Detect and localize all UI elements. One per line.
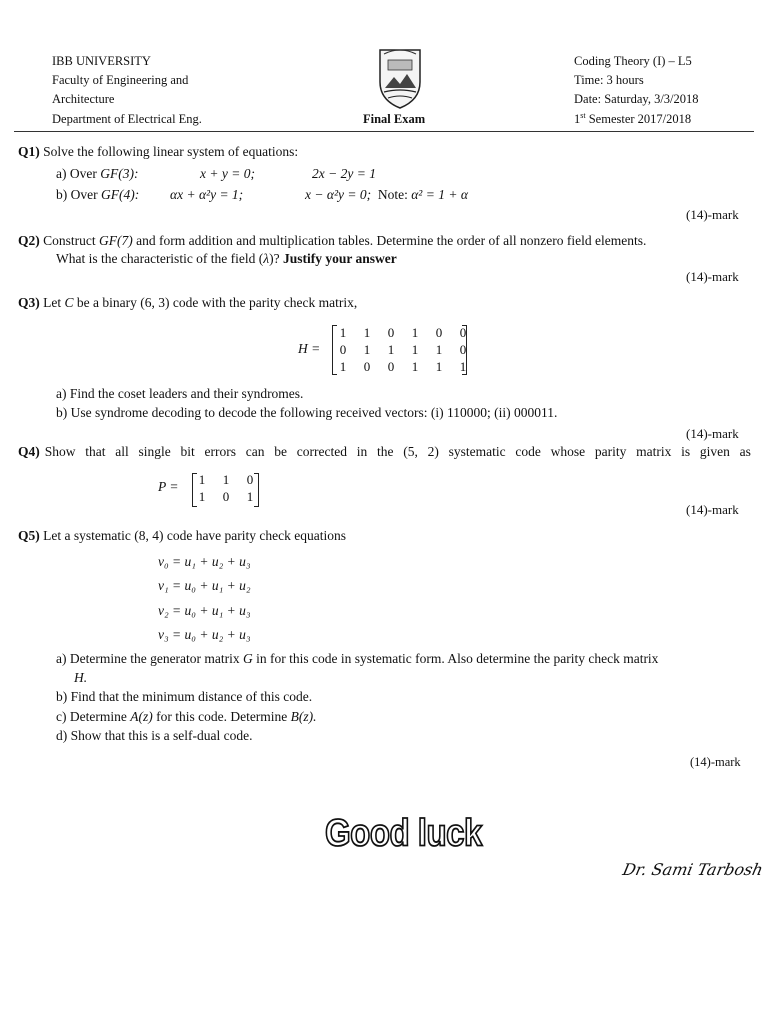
q5-mark: (14)-mark [690, 755, 741, 769]
parity-equation-v1: v₁ = u₀ + u₁ + u₂ [158, 578, 251, 593]
exam-title: Final Exam [363, 112, 426, 126]
p-matrix-cell-1-2: 1 [246, 489, 254, 504]
parity-matrix-p [195, 471, 257, 505]
q4-word-13: systematic [448, 444, 506, 459]
h-matrix-cell-0-1: 1 [363, 325, 371, 340]
q5-part-a-line1: a) Determine the generator matrix G in for this code in systematic form. Also determine the parity check matrix [56, 651, 659, 666]
q4-word-6: can [245, 444, 265, 459]
h-matrix-cell-2-2: 0 [387, 359, 395, 374]
h-matrix-cell-1-4: 1 [435, 342, 443, 357]
department: Department of Electrical Eng. [52, 112, 202, 126]
faculty-line1: Faculty of Engineering and [52, 73, 189, 87]
parity-check-matrix-h [336, 324, 470, 375]
q1-part-a-label: a) Over GF(3): [56, 166, 139, 181]
h-matrix-cell-1-0: 0 [339, 342, 347, 357]
q4-mark: (14)-mark [686, 502, 739, 517]
q5-part-a-line2: H. [74, 670, 88, 685]
faculty-line2: Architecture [52, 92, 115, 106]
q4-word-10: the [376, 444, 394, 459]
h-matrix-cell-0-4: 0 [435, 325, 443, 340]
good-luck-text: Good luck [325, 811, 482, 854]
h-matrix-cell-0-5: 0 [459, 325, 467, 340]
q1-prompt: Q1) Solve the following linear system of equations: [18, 144, 299, 159]
q1-part-a-eq2: 2x − 2y = 1 [312, 166, 376, 181]
parity-equation-v2: v₂ = u₀ + u₁ + u₃ [158, 603, 251, 618]
h-matrix-cell-2-3: 1 [411, 359, 419, 374]
exam-date: Date: Saturday, 3/3/2018 [574, 92, 699, 106]
q1-part-b-label: b) Over GF(4): [56, 187, 140, 202]
q4-text [45, 444, 751, 460]
h-matrix-cell-2-5: 1 [459, 359, 467, 374]
q5-part-d: d) Show that this is a self-dual code. [56, 728, 253, 743]
q4-word-2: all [115, 444, 129, 459]
q4-word-5: errors [204, 444, 237, 459]
exam-time: Time: 3 hours [574, 73, 644, 87]
university-logo [370, 44, 430, 110]
p-matrix-cell-0-2: 0 [246, 472, 254, 487]
q4-word-7: be [274, 444, 287, 459]
q3-matrix-label: H = [298, 341, 321, 356]
q4-word-3: single [138, 444, 171, 459]
q4-word-9: in [356, 444, 368, 459]
q4-word-8: corrected [296, 444, 347, 459]
q4-word-16: parity [594, 444, 627, 459]
p-matrix-cell-0-1: 1 [222, 472, 230, 487]
q3-prompt: Q3) Let C be a binary (6, 3) code with the parity check matrix, [18, 295, 358, 310]
h-matrix-cell-2-0: 1 [339, 359, 347, 374]
q4-prompt: Q4) Show that all single bit errors can be corrected in the (5, 2) systematic code whose parity matrix is given as [18, 444, 751, 459]
q4-word-19: given [699, 444, 730, 459]
header-divider [14, 131, 754, 132]
q1-mark: (14)-mark [686, 207, 739, 222]
q4-word-1: that [85, 444, 106, 459]
q4-word-14: code [515, 444, 541, 459]
h-matrix-cell-1-5: 0 [459, 342, 467, 357]
q5-part-c: c) Determine A(z) for this code. Determine B(z). [56, 709, 317, 724]
h-matrix-cell-1-1: 1 [363, 342, 371, 357]
parity-equation-v0: v₀ = u₁ + u₂ + u₃ [158, 554, 251, 569]
examiner-signature: Dr. Sami Tarbosh [620, 860, 765, 879]
q3-mark: (14)-mark [686, 426, 739, 441]
p-matrix-cell-0-0: 1 [198, 472, 206, 487]
semester: 1st Semester 2017/2018 [574, 110, 692, 126]
q5-prompt: Q5) Let a systematic (8, 4) code have parity check equations [18, 528, 347, 543]
q1-part-b-eq2: x − α²y = 0; Note: α² = 1 + α [305, 187, 468, 202]
q3-matrix-right-bracket [462, 325, 467, 375]
h-matrix-cell-0-0: 1 [339, 325, 347, 340]
h-matrix-cell-0-3: 1 [411, 325, 419, 340]
university-name: IBB UNIVERSITY [52, 54, 151, 68]
course-name: Coding Theory (I) – L5 [574, 54, 692, 68]
q3-part-a: a) Find the coset leaders and their syndromes. [56, 386, 304, 401]
q4-word-11: (5, [403, 444, 418, 459]
q2-mark: (14)-mark [686, 269, 739, 284]
q5-part-b: b) Find that the minimum distance of this code. [56, 689, 313, 704]
q2-line2: What is the characteristic of the field (λ)? Justify your answer [56, 251, 397, 266]
parity-equation-v3: v₃ = u₀ + u₂ + u₃ [158, 627, 251, 642]
q4-word-12: 2) [427, 444, 439, 459]
h-matrix-cell-0-2: 0 [387, 325, 395, 340]
q4-word-0: Show [44, 444, 76, 459]
p-matrix-cell-1-0: 1 [198, 489, 206, 504]
q1-part-a-eq1: x + y = 0; [200, 166, 255, 181]
q3-part-b: b) Use syndrome decoding to decode the following received vectors: (i) 110000; (ii) 000011. [56, 405, 558, 420]
h-matrix-cell-2-1: 0 [363, 359, 371, 374]
q2-line1: Q2) Construct GF(7) and form addition and multiplication tables. Determine the order of all nonzero field elements. [18, 233, 647, 248]
q4-word-18: is [681, 444, 691, 459]
q1-part-b-eq1: αx + α²y = 1; [170, 187, 244, 202]
q4-word-20: as [739, 444, 751, 459]
h-matrix-cell-2-4: 1 [435, 359, 443, 374]
h-matrix-cell-1-3: 1 [411, 342, 419, 357]
p-matrix-cell-1-1: 0 [222, 489, 230, 504]
q4-word-17: matrix [636, 444, 672, 459]
q4-word-4: bit [180, 444, 195, 459]
h-matrix-cell-1-2: 1 [387, 342, 395, 357]
q4-matrix-right-bracket [254, 473, 259, 507]
q4-word-15: whose [550, 444, 586, 459]
q4-matrix-label: P = [158, 479, 179, 494]
